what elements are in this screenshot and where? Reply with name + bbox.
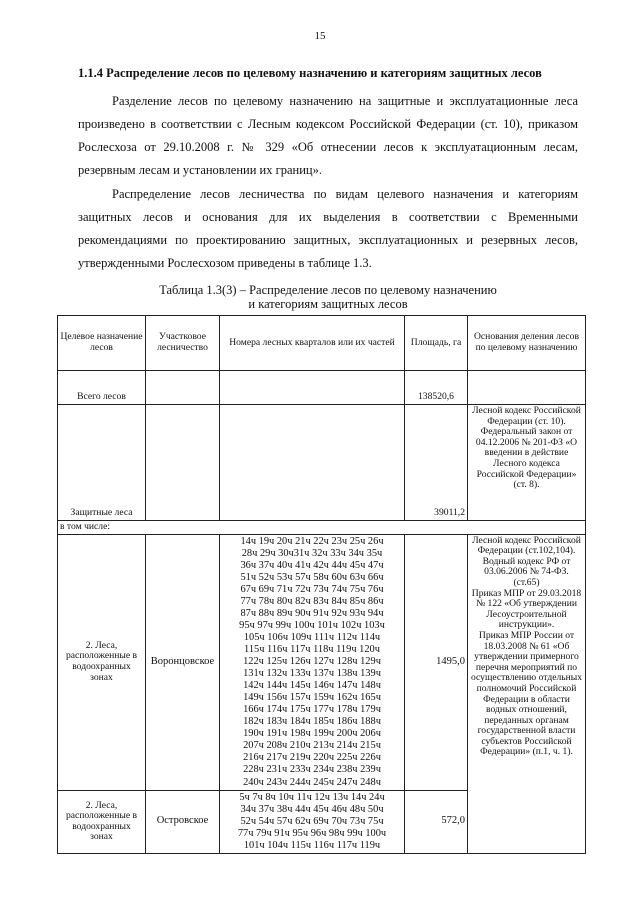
table-row-including bbox=[58, 521, 586, 535]
including-label: в том числе: bbox=[58, 521, 586, 535]
empty-cell bbox=[468, 371, 586, 405]
quarters-line: 149ч 156ч 157ч 159ч 162ч 165ч bbox=[243, 692, 381, 704]
page-number: 15 bbox=[314, 30, 326, 42]
paragraph-2: Распределение лесов лесничества по видам целевого назначения и категориям защитных лесов и основания для их выделения в соответствии с Временными рекомендациями по проектированию защитных, эксплуатационных и резервных лесов, утвержденными Рослесхозом приведены в таблице 1.3. bbox=[78, 187, 578, 270]
protective-basis-line-2: Федеральный закон от 04.12.2006 № 201-ФЗ «О введении в действие Лесного кодекса Российской Федерации» (ст. 8). bbox=[475, 426, 578, 491]
quarters-line: 216ч 217ч 219ч 220ч 225ч 226ч bbox=[243, 752, 381, 764]
quarters-line: 14ч 19ч 20ч 21ч 22ч 23ч 25ч 26ч bbox=[240, 535, 384, 547]
quarters-line: 190ч 191ч 198ч 199ч 200ч 206ч bbox=[243, 728, 381, 740]
quarters-line: 87ч 88ч 89ч 90ч 91ч 92ч 93ч 94ч bbox=[240, 607, 384, 619]
quarters-cell bbox=[220, 790, 405, 853]
paragraph-1: Разделение лесов по целевому назначению на защитные и эксплуатационные леса произведено в соответствии с Лесным кодексом Российской Федерации (ст. 10), приказом Рослесхоза от 29.10.2008 г. № 329 «Об отнесении лесов к эксплуатационным лесам, резервным лесам и установлении их границ». bbox=[78, 94, 578, 177]
basis-line: Лесной кодекс Российской Федерации (ст.102,104). bbox=[472, 534, 581, 557]
quarters-line: 5ч 7ч 8ч 10ч 11ч 12ч 13ч 14ч 24ч bbox=[239, 791, 385, 803]
section-heading: 1.1.4 Распределение лесов по целевому назначению и категориям защитных лесов bbox=[78, 66, 542, 80]
empty-cell bbox=[220, 405, 405, 521]
quarters-line: 207ч 208ч 210ч 213ч 214ч 215ч bbox=[243, 740, 381, 752]
quarters-line: 52ч 54ч 57ч 62ч 69ч 70ч 73ч 75ч bbox=[240, 815, 384, 827]
header-quarters: Номера лесных кварталов или их частей bbox=[220, 316, 405, 371]
quarters-line: 182ч 183ч 184ч 185ч 186ч 188ч bbox=[243, 716, 381, 728]
basis-line: Приказ МПР России от 18.03.2008 № 61 «Об утверждении примерного перечня мероприятий по осуществлению отдельных полномочий Российской Федерации в области водных отношений, переданных органам государственной власти субъектов Российской Федерации» (п.1, ч. 1). bbox=[471, 629, 582, 758]
table-row-vorontsovskoe bbox=[58, 534, 586, 790]
header-purpose: Целевое назначение лесов bbox=[58, 316, 146, 371]
empty-cell bbox=[220, 371, 405, 405]
quarters-line: 115ч 116ч 117ч 118ч 119ч 120ч bbox=[244, 644, 380, 656]
basis-line: Водный кодекс РФ от 03.06.2006 № 74-ФЗ. (ст.65) bbox=[482, 555, 571, 588]
quarters-line: 131ч 132ч 133ч 137ч 138ч 139ч bbox=[243, 668, 381, 680]
protective-area: 39011,2 bbox=[405, 405, 468, 521]
empty-cell bbox=[146, 405, 220, 521]
quarters-cell bbox=[220, 534, 405, 790]
quarters-line: 77ч 79ч 91ч 95ч 96ч 98ч 99ч 100ч bbox=[237, 827, 387, 839]
forest-distribution-table bbox=[57, 315, 586, 854]
area-cell: 1495,0 bbox=[405, 534, 468, 790]
quarters-line: 36ч 37ч 40ч 41ч 42ч 44ч 45ч 47ч bbox=[240, 559, 384, 571]
district-cell: Воронцовское bbox=[146, 534, 220, 790]
basis-line: Приказ МПР от 29.03.2018 № 122 «Об утверждении Лесоустроительной инструкции». bbox=[471, 587, 582, 631]
total-area: 138520,6 bbox=[405, 371, 468, 405]
table-header-row bbox=[58, 316, 586, 371]
table-caption-line-2: и категориям защитных лесов bbox=[248, 297, 408, 311]
protective-label: Защитные леса bbox=[58, 405, 146, 521]
quarters-line: 51ч 52ч 53ч 57ч 58ч 60ч 63ч 66ч bbox=[240, 571, 384, 583]
table-caption-line-1: Таблица 1.3(3) – Распределение лесов по целевому назначению bbox=[159, 283, 497, 297]
table-caption bbox=[78, 283, 578, 311]
quarters-line: 105ч 106ч 109ч 111ч 112ч 114ч bbox=[243, 631, 381, 643]
empty-cell bbox=[146, 371, 220, 405]
header-area: Площадь, га bbox=[405, 316, 468, 371]
area-cell: 572,0 bbox=[405, 790, 468, 853]
header-basis: Основания деления лесов по целевому назначению bbox=[468, 316, 586, 371]
protective-basis bbox=[468, 405, 586, 521]
quarters-line: 67ч 69ч 71ч 72ч 73ч 74ч 75ч 76ч bbox=[240, 583, 384, 595]
total-label: Всего лесов bbox=[58, 371, 146, 405]
quarters-line: 240ч 243ч 244ч 245ч 247ч 248ч bbox=[243, 776, 381, 788]
category-cell: 2. Леса, расположенные в водоохранных зонах bbox=[58, 534, 146, 790]
quarters-line: 95ч 97ч 99ч 100ч 101ч 102ч 103ч bbox=[239, 619, 385, 631]
quarters-line: 142ч 144ч 145ч 146ч 147ч 148ч bbox=[243, 680, 381, 692]
quarters-line: 166ч 174ч 175ч 177ч 178ч 179ч bbox=[243, 704, 381, 716]
quarters-line: 101ч 104ч 115ч 116ч 117ч 119ч bbox=[243, 839, 381, 851]
quarters-line: 122ч 125ч 126ч 127ч 128ч 129ч bbox=[243, 656, 381, 668]
table-row-total bbox=[58, 371, 586, 405]
table-row-protective bbox=[58, 405, 586, 521]
header-district: Участковое лесничество bbox=[146, 316, 220, 371]
protective-basis-line-1: Лесной кодекс Российской Федерации (ст. 10). bbox=[472, 405, 581, 427]
quarters-line: 228ч 231ч 233ч 234ч 238ч 239ч bbox=[243, 764, 381, 776]
category-cell: 2. Леса, расположенные в водоохранных зонах bbox=[58, 790, 146, 853]
quarters-line: 28ч 29ч 30ч31ч 32ч 33ч 34ч 35ч bbox=[241, 547, 383, 559]
district-cell: Островское bbox=[146, 790, 220, 853]
quarters-line: 34ч 37ч 38ч 44ч 45ч 46ч 48ч 50ч bbox=[240, 803, 384, 815]
water-zone-basis bbox=[468, 534, 586, 853]
quarters-line: 77ч 78ч 80ч 82ч 83ч 84ч 85ч 86ч bbox=[240, 595, 384, 607]
